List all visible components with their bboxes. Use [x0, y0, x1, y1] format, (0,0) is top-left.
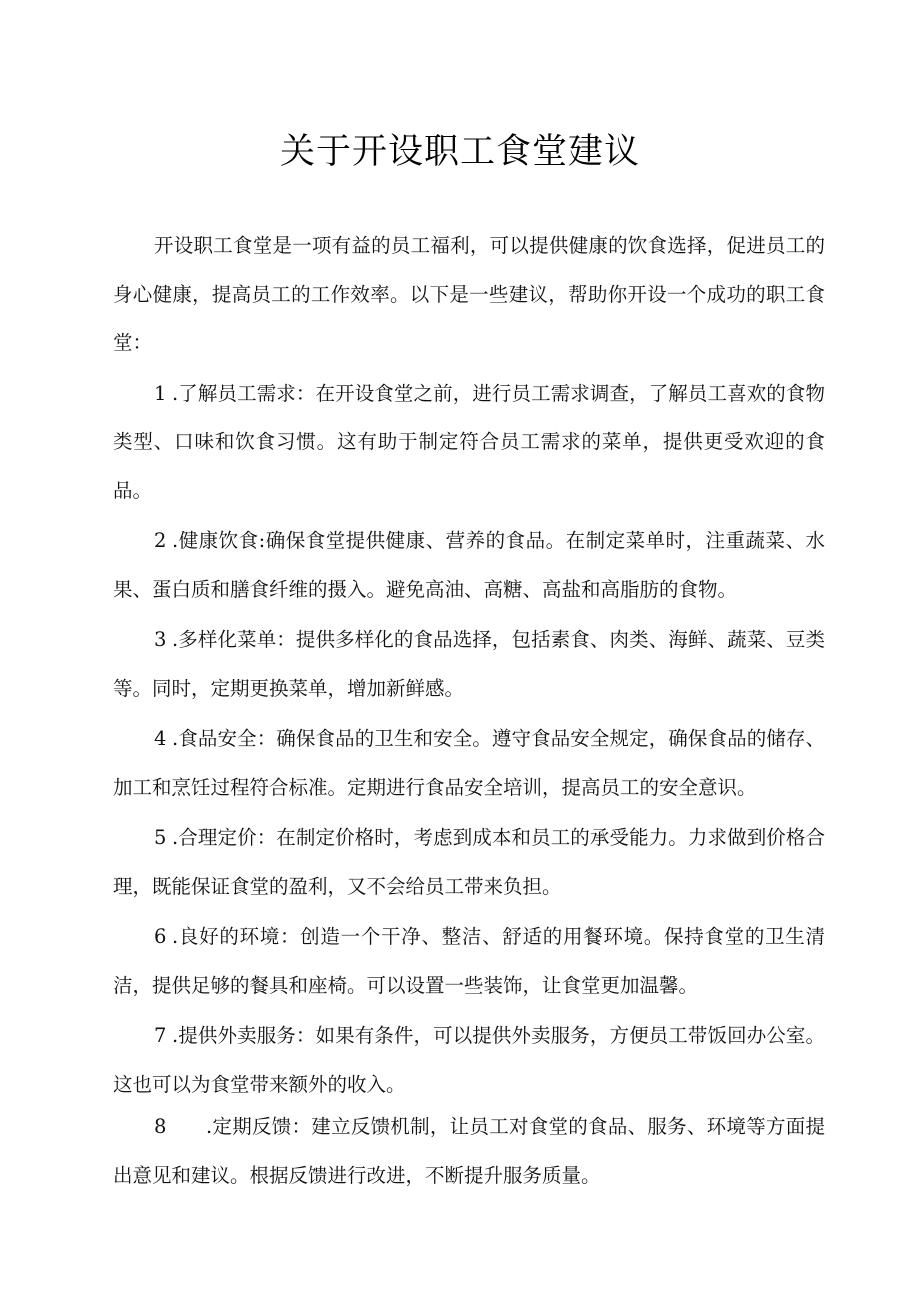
document-title: 关于开设职工食堂建议 [279, 132, 640, 172]
list-item-2 [113, 517, 825, 614]
item-number: 8 [154, 1115, 167, 1138]
list-item-5 [113, 814, 825, 911]
intro-paragraph: 开设职工食堂是一项有益的员工福利，可以提供健康的饮食选择，促进员工的身心健康，提高员工的工作效率。以下是一些建议，帮助你开设一个成功的职工食堂： [113, 234, 825, 354]
item-text: .多样化菜单：提供多样化的食品选择，包括素食、肉类、海鲜、蔬菜、豆类等。同时，定期更换菜单，增加新鲜感。 [113, 628, 825, 700]
list-item-3 [113, 616, 825, 713]
list-item-7 [113, 1012, 825, 1109]
list-item-6 [113, 913, 825, 1010]
item-number: 5 [154, 826, 167, 849]
list-item-1 [113, 370, 825, 516]
item-number: 3 [154, 628, 167, 651]
item-text: .食品安全：确保食品的卫生和安全。遵守食品安全规定，确保食品的储存、加工和烹饪过程符合标准。定期进行食品安全培训，提高员工的安全意识。 [113, 727, 825, 799]
item-text: .合理定价：在制定价格时，考虑到成本和员工的承受能力。力求做到价格合理，既能保证食堂的盈利，又不会给员工带来负担。 [113, 826, 825, 898]
item-text: .了解员工需求：在开设食堂之前，进行员工需求调查，了解员工喜欢的食物类型、口味和饮食习惯。这有助于制定符合员工需求的菜单，提供更受欢迎的食品。 [113, 381, 825, 502]
item-number: 6 [154, 925, 167, 948]
document-body [113, 222, 825, 1200]
item-text: .提供外卖服务：如果有条件，可以提供外卖服务，方便员工带饭回办公室。这也可以为食堂带来额外的收入。 [113, 1024, 825, 1096]
item-number: 4 [154, 727, 167, 750]
item-text: .良好的环境：创造一个干净、整洁、舒适的用餐环境。保持食堂的卫生清洁，提供足够的餐具和座椅。可以设置一些装饰，让食堂更加温馨。 [113, 925, 825, 997]
list-item-8 [113, 1103, 825, 1200]
item-text: .健康饮食:确保食堂提供健康、营养的食品。在制定菜单时，注重蔬菜、水果、蛋白质和膳食纤维的摄入。避免高油、高糖、高盐和高脂肪的食物。 [113, 529, 825, 601]
list-item-4 [113, 715, 825, 812]
item-number: 7 [154, 1024, 167, 1047]
item-text: .定期反馈：建立反馈机制，让员工对食堂的食品、服务、环境等方面提出意见和建议。根据反馈进行改进，不断提升服务质量。 [113, 1115, 825, 1187]
item-number: 2 [154, 529, 167, 552]
item-number: 1 [154, 381, 167, 405]
